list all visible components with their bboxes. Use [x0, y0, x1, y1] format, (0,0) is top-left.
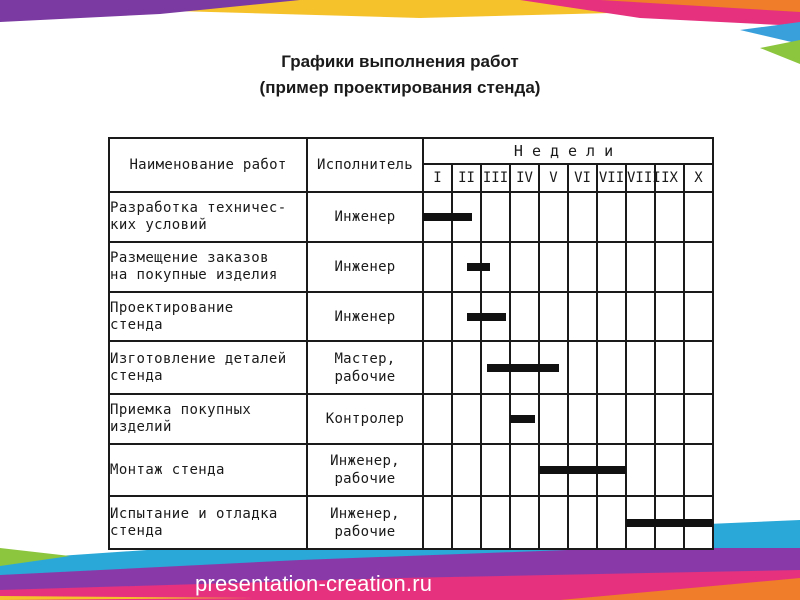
gantt-bar-segment — [655, 519, 684, 527]
gantt-chart-table — [108, 137, 712, 550]
week-cell — [510, 444, 539, 497]
column-header-weeks: Недели — [423, 138, 713, 164]
gantt-bar-segment — [487, 364, 510, 372]
table-row — [109, 192, 713, 242]
week-cell — [568, 444, 597, 497]
week-cell — [655, 192, 684, 242]
table-row — [109, 341, 713, 394]
gantt-bar-segment — [626, 519, 655, 527]
gantt-bar-segment — [597, 466, 626, 474]
gantt-bar-segment — [684, 519, 713, 527]
week-cell — [481, 242, 510, 292]
task-name-cell: Монтаж стенда — [109, 444, 307, 497]
week-cell — [626, 496, 655, 549]
week-label: VIII — [626, 164, 655, 192]
week-cell — [423, 242, 452, 292]
week-cell — [539, 341, 568, 394]
week-cell — [655, 444, 684, 497]
week-cell — [597, 242, 626, 292]
week-cell — [568, 496, 597, 549]
week-cell — [510, 242, 539, 292]
table-row — [109, 394, 713, 444]
week-cell — [626, 394, 655, 444]
week-cell — [626, 444, 655, 497]
week-cell — [684, 292, 713, 342]
week-cell — [626, 292, 655, 342]
week-cell — [510, 341, 539, 394]
week-cell — [423, 444, 452, 497]
week-cell — [655, 341, 684, 394]
week-cell — [481, 341, 510, 394]
table-row — [109, 496, 713, 549]
week-cell — [481, 496, 510, 549]
column-header-task-name: Наименование работ — [109, 138, 307, 192]
performer-cell: Мастер, рабочие — [307, 341, 423, 394]
week-cell — [510, 496, 539, 549]
week-cell — [597, 341, 626, 394]
table-row — [109, 242, 713, 292]
week-cell — [452, 394, 481, 444]
week-label: IV — [510, 164, 539, 192]
performer-cell: Контролер — [307, 394, 423, 444]
table-row — [109, 444, 713, 497]
gantt-bar-segment — [452, 213, 472, 221]
week-cell — [568, 242, 597, 292]
gantt-bar-segment — [423, 213, 452, 221]
gantt-bar-segment — [539, 466, 568, 474]
week-cell — [626, 341, 655, 394]
week-cell — [684, 242, 713, 292]
week-label: VI — [568, 164, 597, 192]
week-cell — [539, 394, 568, 444]
week-cell — [684, 192, 713, 242]
week-cell — [655, 292, 684, 342]
week-cell — [423, 292, 452, 342]
week-cell — [568, 341, 597, 394]
week-label: VII — [597, 164, 626, 192]
week-cell — [655, 496, 684, 549]
task-name-cell: Проектирование стенда — [109, 292, 307, 342]
week-cell — [481, 292, 510, 342]
performer-cell: Инженер — [307, 292, 423, 342]
column-header-performer: Исполнитель — [307, 138, 423, 192]
table-row — [109, 292, 713, 342]
week-cell — [481, 444, 510, 497]
slide-subtitle: (пример проектирования стенда) — [259, 78, 541, 97]
footer-site-name: presentation-creation.ru — [195, 571, 433, 596]
performer-cell: Инженер — [307, 192, 423, 242]
slide-title: Графики выполнения работ — [281, 52, 519, 71]
week-cell — [684, 341, 713, 394]
week-cell — [423, 394, 452, 444]
week-label: IX — [655, 164, 684, 192]
gantt-bar-segment — [568, 466, 597, 474]
week-cell — [597, 394, 626, 444]
gantt-bar-segment — [467, 313, 482, 321]
week-cell — [568, 292, 597, 342]
gantt-body — [109, 192, 713, 549]
week-cell — [568, 192, 597, 242]
task-name-cell: Разработка техничес- ких условий — [109, 192, 307, 242]
week-cell — [452, 496, 481, 549]
week-label: V — [539, 164, 568, 192]
week-cell — [684, 496, 713, 549]
week-cell — [452, 292, 481, 342]
week-cell — [481, 192, 510, 242]
gantt-bar-segment — [481, 313, 506, 321]
gantt-bar-segment — [510, 415, 535, 423]
week-cell — [684, 394, 713, 444]
week-cell — [655, 394, 684, 444]
gantt-bar-segment — [467, 263, 482, 271]
week-cell — [626, 192, 655, 242]
gantt-bar-segment — [481, 263, 490, 271]
week-cell — [597, 444, 626, 497]
week-cell — [510, 394, 539, 444]
week-cell — [597, 192, 626, 242]
week-cell — [510, 192, 539, 242]
week-cell — [481, 394, 510, 444]
task-name-cell: Испытание и отладка стенда — [109, 496, 307, 549]
week-label: X — [684, 164, 713, 192]
gantt-bar-segment — [510, 364, 539, 372]
week-cell — [568, 394, 597, 444]
performer-cell: Инженер, рабочие — [307, 444, 423, 497]
week-cell — [539, 496, 568, 549]
schedule-table — [108, 137, 714, 550]
week-label: I — [423, 164, 452, 192]
week-cell — [539, 292, 568, 342]
week-cell — [423, 192, 452, 242]
week-cell — [655, 242, 684, 292]
week-label: III — [481, 164, 510, 192]
performer-cell: Инженер, рабочие — [307, 496, 423, 549]
week-cell — [510, 292, 539, 342]
gantt-bar-segment — [539, 364, 559, 372]
week-cell — [452, 341, 481, 394]
task-name-cell: Приемка покупных изделий — [109, 394, 307, 444]
week-cell — [539, 242, 568, 292]
week-cell — [597, 292, 626, 342]
week-cell — [423, 341, 452, 394]
top-stripe-blue — [740, 22, 800, 44]
week-cell — [626, 242, 655, 292]
week-cell — [423, 496, 452, 549]
task-name-cell: Размещение заказов на покупные изделия — [109, 242, 307, 292]
performer-cell: Инженер — [307, 242, 423, 292]
task-name-cell: Изготовление деталей стенда — [109, 341, 307, 394]
week-cell — [452, 242, 481, 292]
week-cell — [539, 444, 568, 497]
week-cell — [539, 192, 568, 242]
week-cell — [684, 444, 713, 497]
week-cell — [597, 496, 626, 549]
week-cell — [452, 192, 481, 242]
week-cell — [452, 444, 481, 497]
week-label: II — [452, 164, 481, 192]
